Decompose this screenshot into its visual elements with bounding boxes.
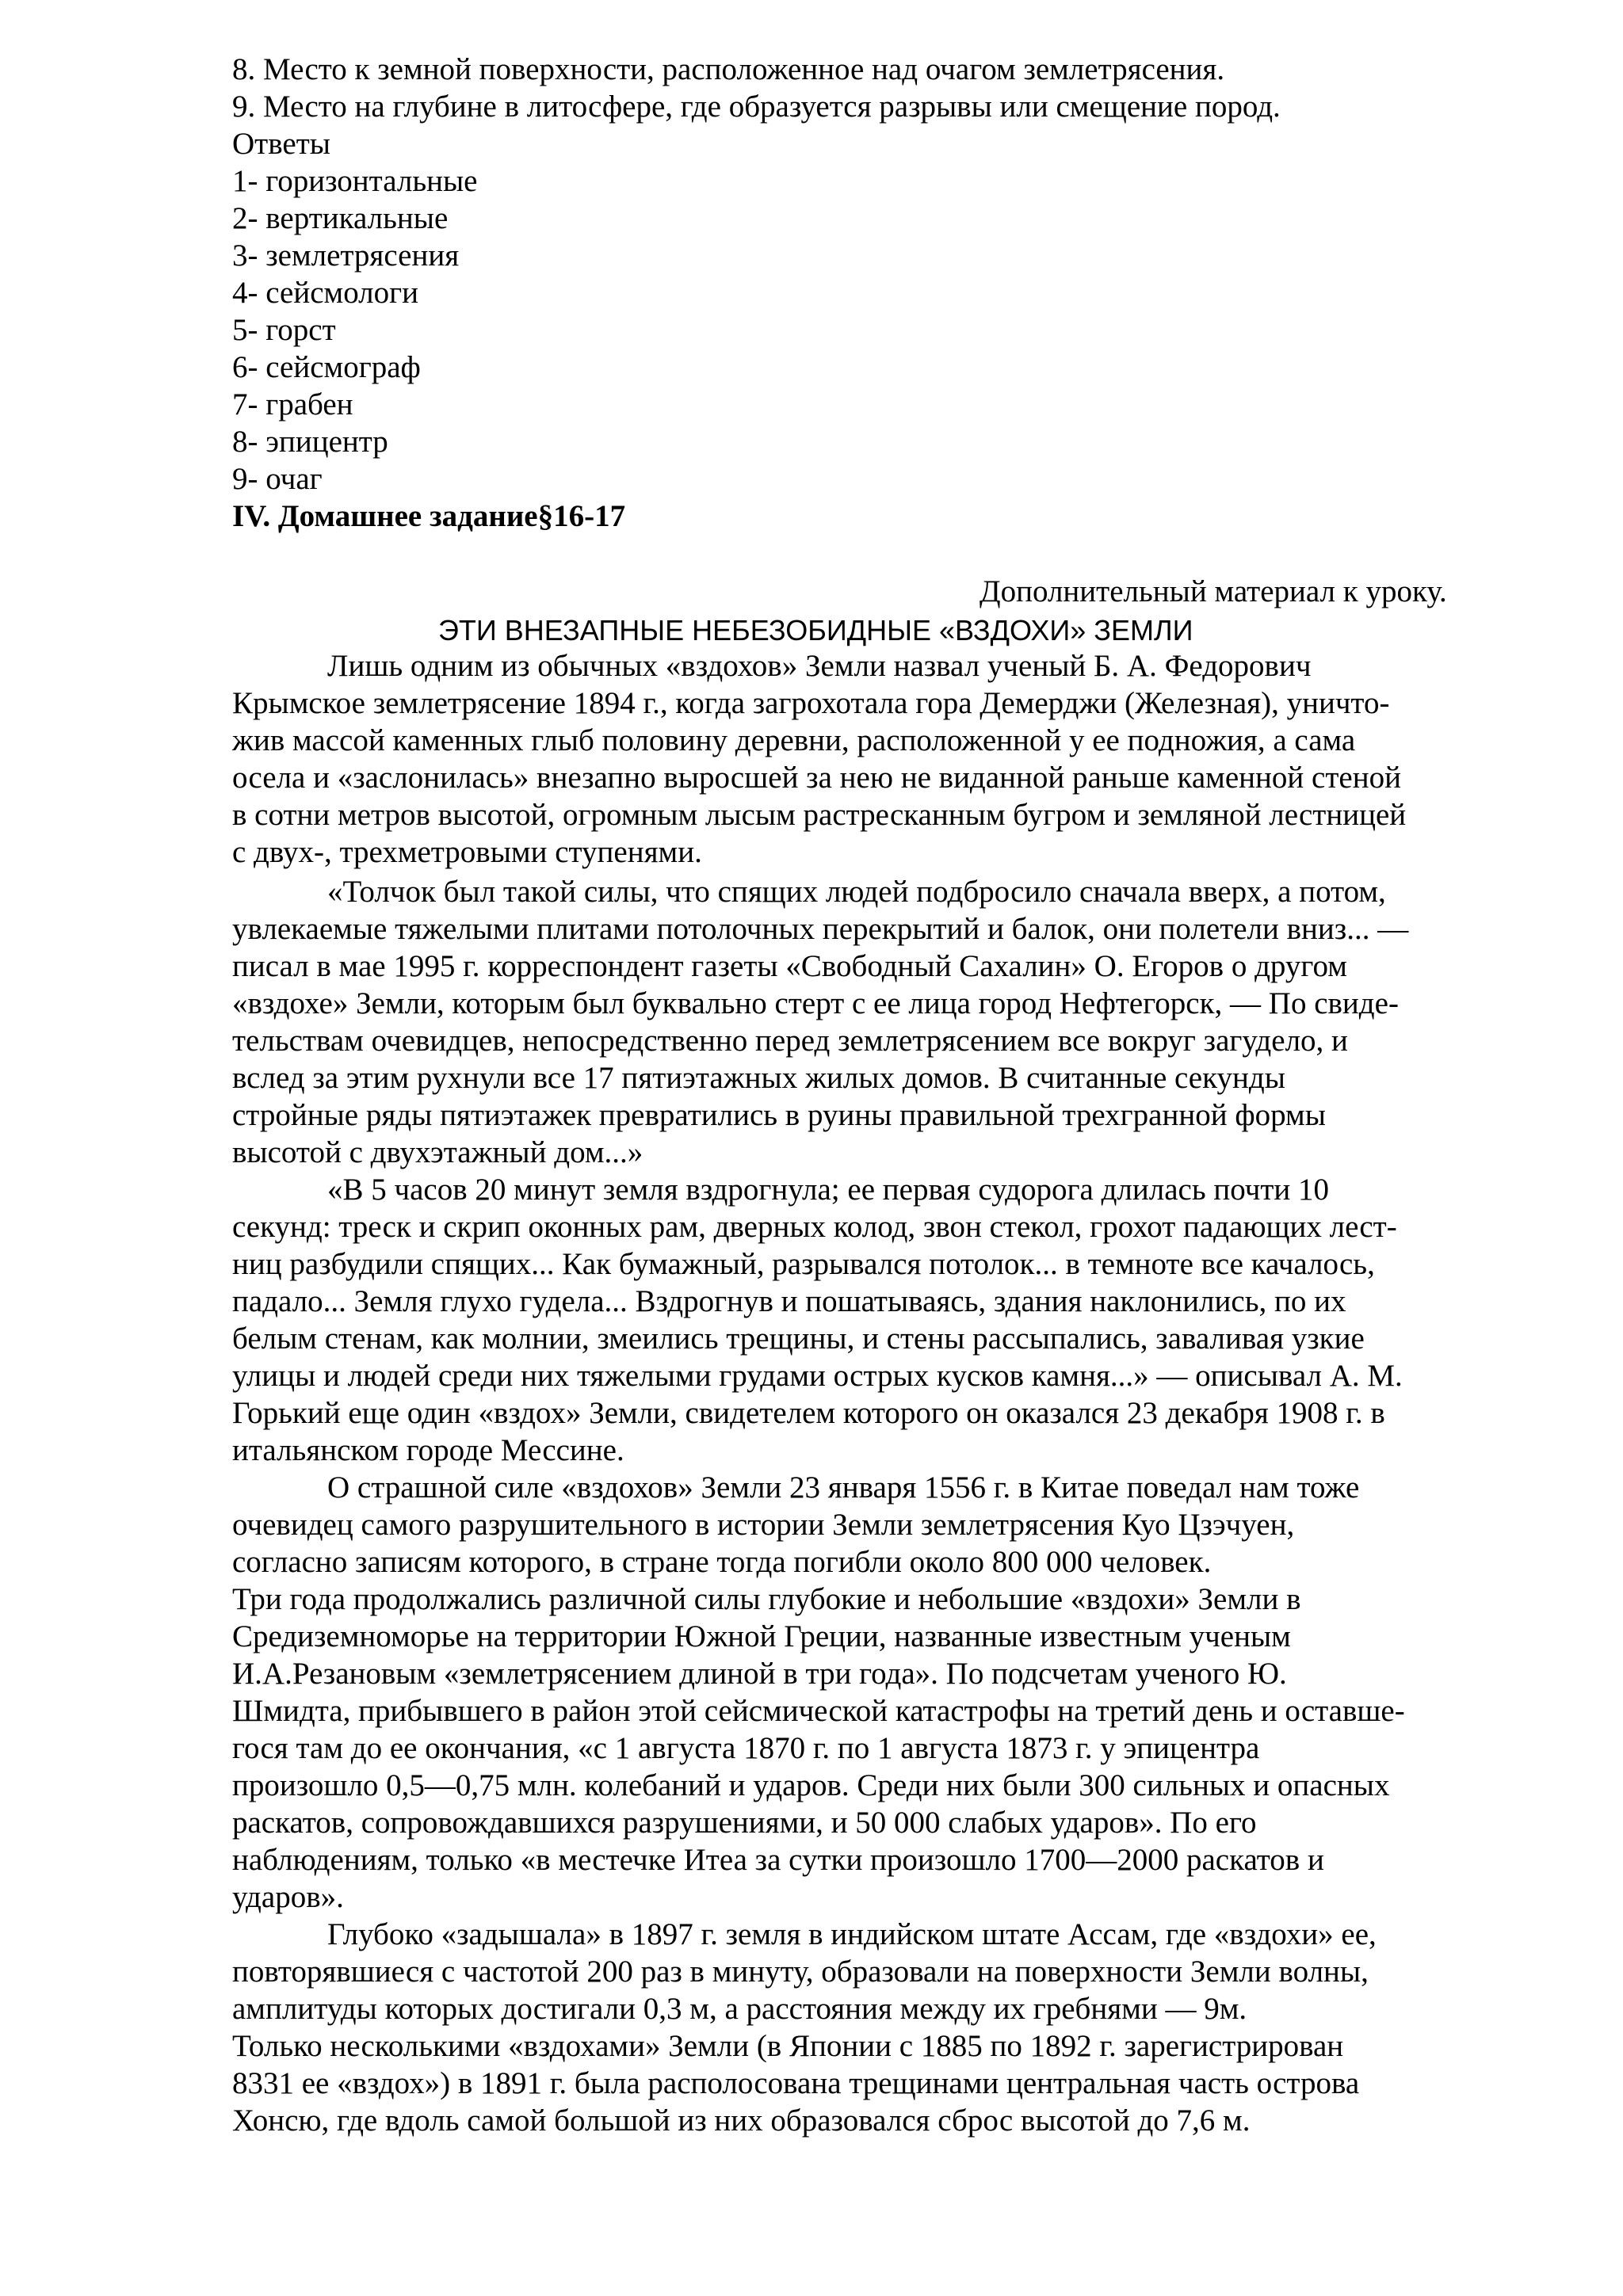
paragraph-line: согласно записям которого, в стране тогда погибли около 800 000 человек. bbox=[232, 1545, 1212, 1579]
paragraph-line: вслед за этим рухнули все 17 пятиэтажных жилых домов. В считанные секунды bbox=[232, 1061, 1285, 1095]
paragraph-line: раскатов, сопровождавшихся разрушениями, и 50 000 слабых ударов». По его bbox=[232, 1806, 1257, 1840]
paragraph-line: итальянском городе Мессине. bbox=[232, 1433, 624, 1467]
homework-heading: IV. Домашнее задание§16-17 bbox=[232, 499, 626, 533]
answer-item: 2- вертикальные bbox=[232, 201, 449, 235]
paragraph-line: Глубоко «задышала» в 1897 г. земля в индийском штате Ассам, где «вздохи» ее, bbox=[327, 1917, 1377, 1951]
paragraph-line: Шмидта, прибывшего в район этой сейсмической катастрофы на третий день и оставше- bbox=[232, 1694, 1405, 1728]
paragraph-line: наблюдениям, только «в местечке Итеа за сутки произошло 1700—2000 раскатов и bbox=[232, 1843, 1324, 1877]
paragraph-line: «Толчок был такой силы, что спящих людей подбросило сначала вверх, а потом, bbox=[327, 875, 1386, 909]
paragraph-line: Крымское землетрясение 1894 г., когда загрохотала гора Демерджи (Железная), уничто- bbox=[232, 686, 1390, 720]
paragraph-line: Только несколькими «вздохами» Земли (в Японии с 1885 по 1892 г. зарегистрирован bbox=[232, 2029, 1344, 2063]
paragraph-line: очевидец самого разрушительного в истории Земли землетрясения Куо Цзэчуен, bbox=[232, 1508, 1295, 1542]
answer-item: 4- сейсмологи bbox=[232, 276, 419, 310]
paragraph-line: О страшной силе «вздохов» Земли 23 января 1556 г. в Китае поведал нам тоже bbox=[327, 1470, 1360, 1505]
paragraph-line: амплитуды которых достигали 0,3 м, а расстояния между их гребнями — 9м. bbox=[232, 1992, 1247, 2026]
question-line: 9. Место на глубине в литосфере, где образуется разрывы или смещение пород. bbox=[232, 90, 1281, 124]
paragraph-line: улицы и людей среди них тяжелыми грудами острых кусков камня...» — описывал А. М. bbox=[232, 1359, 1403, 1393]
paragraph-line: Средиземноморье на территории Южной Греции, названные известным ученым bbox=[232, 1619, 1291, 1653]
paragraph-line: падало... Земля глухо гудела... Вздрогнув и пошатываясь, здания наклонились, по их bbox=[232, 1284, 1346, 1318]
paragraph-line: повторявшиеся с частотой 200 раз в минуту, образовали на поверхности Земли волны, bbox=[232, 1955, 1369, 1989]
paragraph-line: «вздохе» Земли, которым был буквально стерт с ее лица город Нефтегорск, — По свиде- bbox=[232, 986, 1399, 1020]
paragraph-line: ударов». bbox=[232, 1880, 344, 1914]
paragraph-line: Хонсю, где вдоль самой большой из них образовался сброс высотой до 7,6 м. bbox=[232, 2103, 1251, 2138]
answer-item: 1- горизонтальные bbox=[232, 164, 478, 198]
answer-item: 8- эпицентр bbox=[232, 425, 388, 459]
paragraph-line: Три года продолжались различной силы глубокие и небольшие «вздохи» Земли в bbox=[232, 1582, 1301, 1616]
answer-item: 9- очаг bbox=[232, 462, 323, 496]
paragraph-line: белым стенам, как молнии, змеились трещины, и стены рассыпались, заваливая узкие bbox=[232, 1322, 1365, 1356]
paragraph-line: тельствам очевидцев, непосредственно перед землетрясением все вокруг загудело, и bbox=[232, 1024, 1348, 1058]
paragraph-line: «В 5 часов 20 минут земля вздрогнула; ее первая судорога длилась почти 10 bbox=[327, 1173, 1330, 1207]
paragraph-line: с двух-, трехметровыми ступенями. bbox=[232, 835, 702, 869]
paragraph-line: увлекаемые тяжелыми плитами потолочных перекрытий и балок, они полетели вниз... — bbox=[232, 912, 1409, 946]
paragraph-line: стройные ряды пятиэтажек превратились в руины правильной трехгранной формы bbox=[232, 1098, 1326, 1132]
article-title: ЭТИ ВНЕЗАПНЫЕ НЕБЕЗОБИДНЫЕ «ВЗДОХИ» ЗЕМЛИ bbox=[438, 614, 1193, 646]
paragraph-line: осела и «заслонилась» внезапно выросшей за нею не виданной раньше каменной стеной bbox=[232, 761, 1401, 795]
paragraph-line: секунд: треск и скрип оконных рам, дверных колод, звон стекол, грохот падающих лест- bbox=[232, 1210, 1397, 1244]
paragraph-line: писал в мае 1995 г. корреспондент газеты «Свободный Сахалин» О. Егоров о другом bbox=[232, 949, 1347, 983]
answer-item: 7- грабен bbox=[232, 387, 353, 421]
answers-heading: Ответы bbox=[232, 127, 330, 161]
paragraph-line: И.А.Резановым «землетрясением длиной в три года». По подсчетам ученого Ю. bbox=[232, 1657, 1287, 1691]
paragraph-line: 8331 ее «вздох») в 1891 г. была располосована трещинами центральная часть острова bbox=[232, 2066, 1360, 2100]
paragraph-line: в сотни метров высотой, огромным лысым растресканным бугром и земляной лестницей bbox=[232, 798, 1407, 832]
answer-item: 3- землетрясения bbox=[232, 238, 460, 273]
paragraph-line: Горький еще один «вздох» Земли, свидетелем которого он оказался 23 декабря 1908 г. в bbox=[232, 1396, 1385, 1430]
answer-item: 6- сейсмограф bbox=[232, 350, 421, 384]
paragraph-line: Лишь одним из обычных «вздохов» Земли назвал ученый Б. А. Федорович bbox=[327, 649, 1312, 683]
paragraph-line: произошло 0,5—0,75 млн. колебаний и ударов. Среди них были 300 сильных и опасных bbox=[232, 1768, 1390, 1802]
paragraph-line: ниц разбудили спящих... Как бумажный, разрывался потолок... в темноте все качалось, bbox=[232, 1247, 1375, 1281]
answer-item: 5- горст bbox=[232, 313, 336, 347]
extra-material-label: Дополнительный материал к уроку. bbox=[980, 574, 1447, 608]
paragraph-line: гося там до ее окончания, «с 1 августа 1870 г. по 1 августа 1873 г. у эпицентра bbox=[232, 1731, 1260, 1765]
paragraph-line: жив массой каменных глыб половину деревни, расположенной у ее подножия, а сама bbox=[232, 723, 1356, 757]
paragraph-line: высотой с двухэтажный дом...» bbox=[232, 1135, 643, 1169]
question-line: 8. Место к земной поверхности, расположенное над очагом землетрясения. bbox=[232, 52, 1225, 86]
